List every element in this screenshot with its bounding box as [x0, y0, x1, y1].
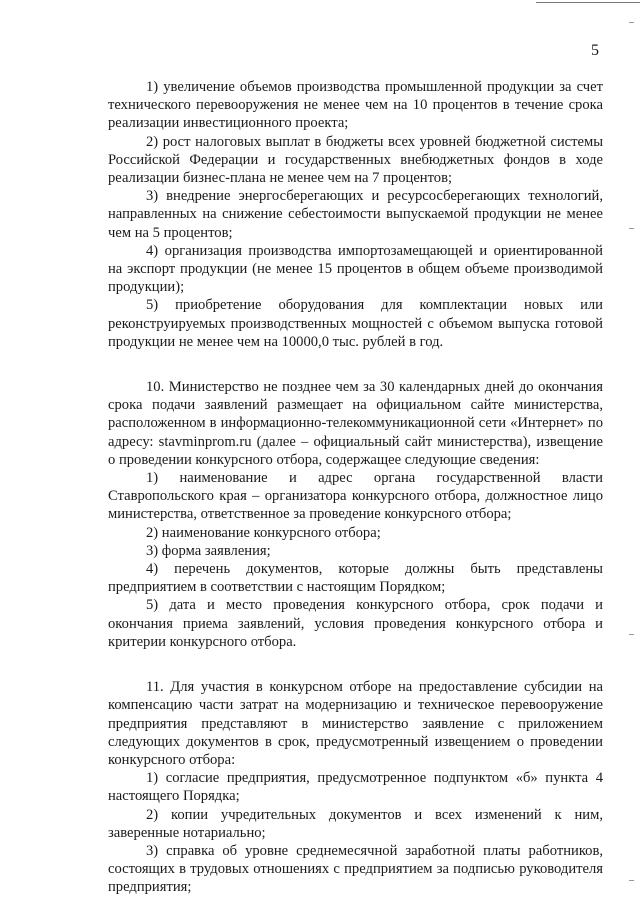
- list-item: 3) форма заявления;: [146, 542, 271, 559]
- list-item: 1) согласие предприятия, предусмотренное подпунктом «б» пункта 4 настоящего Порядка;: [108, 770, 603, 805]
- list-item: 5) дата и место проведения конкурсного отбора, срок подачи и окончания приема заявлений, условия проведения конкурсного отбора и критерии конкурсного отбора.: [108, 597, 603, 650]
- section-10: [108, 378, 603, 651]
- scan-edge-mark: [629, 880, 634, 881]
- list-item: 4) организация производства импортозамещающей и ориентированной на экспорт продукции (не менее 15 процентов в общем объеме производимой продукции);: [108, 242, 603, 296]
- list-item: 3) справка об уровне среднемесячной заработной платы работников, состоящих в трудовых отношениях с предприятием за подписью руководителя предприятия;: [108, 842, 603, 896]
- scan-edge-line: [536, 2, 640, 3]
- criteria-list: [108, 78, 603, 351]
- list-item: 4) перечень документов, которые должны быть представлены предприятием в соответствии с настоящим Порядком;: [108, 561, 603, 596]
- document-body: [108, 78, 603, 897]
- scan-edge-mark: [629, 228, 634, 229]
- list-item: 1) наименование и адрес органа государственной власти Ставропольского края – организатора конкурсного отбора, должностное лицо министерства, ответственное за проведение конкурсного отбора;: [108, 470, 603, 523]
- list-item: 3) внедрение энергосберегающих и ресурсосберегающих технологий, направленных на снижение себестоимости выпускаемой продукции не менее чем на 5 процентов;: [108, 188, 603, 241]
- page-number: 5: [591, 42, 599, 59]
- list-item: 2) копии учредительных документов и всех изменений к ним, заверенные нотариально;: [108, 806, 603, 841]
- scan-edge-mark: [629, 634, 634, 635]
- list-item: 2) рост налоговых выплат в бюджеты всех уровней бюджетной системы Российской Федерации и государственных внебюджетных фондов в ходе реализации бизнес-плана не менее чем на 7 процентов;: [108, 133, 603, 187]
- section-11: [108, 678, 603, 896]
- list-item: 1) увеличение объемов производства промышленной продукции за счет технического перевооружения не менее чем на 10 процентов в течение срока реализации инвестиционного проекта;: [108, 79, 603, 132]
- section-paragraph: 10. Министерство не позднее чем за 30 календарных дней до окончания срока подачи заявлений размещает на официальном сайте министерства, расположенном в информационно-телекоммуникационной сети «Интернет» по адресу: stavminprom.ru (далее – официальный сайт министерства), извещение о проведении конкурсного отбора, содержащее следующие сведения:: [108, 379, 603, 468]
- list-item: 5) приобретение оборудования для комплектации новых или реконструируемых производственных мощностей с объемом выпуска готовой продукции не менее чем на 10000,0 тыс. рублей в год.: [108, 297, 603, 350]
- list-item: 2) наименование конкурсного отбора;: [146, 524, 381, 541]
- section-paragraph: 11. Для участия в конкурсном отборе на предоставление субсидии на компенсацию части затрат на модернизацию и техническое перевооружение предприятия представляют в министерство заявление с приложением следующих документов в срок, предусмотренный извещением о проведении конкурсного отбора:: [108, 679, 603, 768]
- scan-edge-mark: [629, 22, 634, 23]
